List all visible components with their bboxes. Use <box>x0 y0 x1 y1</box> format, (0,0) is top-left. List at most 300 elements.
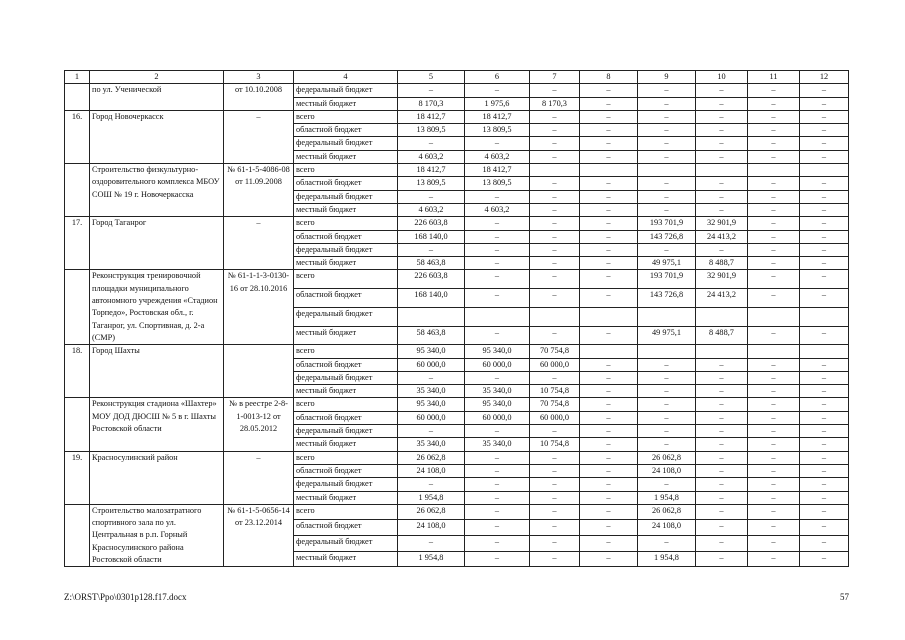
budget-value: – <box>580 398 638 411</box>
budget-value <box>696 307 748 326</box>
budget-value: – <box>800 425 849 438</box>
column-number-cell: 10 <box>696 71 748 84</box>
budget-value: 168 140,0 <box>398 230 465 243</box>
budget-value: – <box>580 150 638 163</box>
budget-value: – <box>465 536 530 552</box>
budget-value: – <box>748 203 800 216</box>
budget-value: – <box>800 137 849 150</box>
budget-value: 1 954,8 <box>398 551 465 567</box>
budget-value: – <box>748 97 800 110</box>
budget-value: – <box>465 257 530 270</box>
budget-source: федеральный бюджет <box>294 478 398 491</box>
budget-value: 24 108,0 <box>638 464 696 477</box>
footer-file-path: Z:\ORST\Ppo\0301p128.f17.docx <box>64 592 187 602</box>
budget-value: – <box>580 203 638 216</box>
budget-value: – <box>580 243 638 256</box>
budget-value: – <box>748 504 800 520</box>
item-number <box>65 398 90 451</box>
object-name: Город Таганрог <box>90 217 224 270</box>
budget-value: – <box>696 150 748 163</box>
budget-value: 60 000,0 <box>398 411 465 424</box>
column-number-cell: 5 <box>398 71 465 84</box>
column-number-cell: 2 <box>90 71 224 84</box>
budget-value: – <box>748 270 800 289</box>
budget-value: – <box>465 551 530 567</box>
budget-value: 60 000,0 <box>398 358 465 371</box>
budget-value: – <box>638 177 696 190</box>
budget-value: – <box>800 398 849 411</box>
budget-value: – <box>696 124 748 137</box>
budget-value: – <box>580 124 638 137</box>
budget-value <box>465 307 530 326</box>
budget-value: 168 140,0 <box>398 289 465 308</box>
budget-source: всего <box>294 164 398 177</box>
budget-value: – <box>530 257 580 270</box>
budget-value: – <box>748 150 800 163</box>
budget-value: – <box>465 371 530 384</box>
budget-value: – <box>800 411 849 424</box>
budget-source: всего <box>294 345 398 358</box>
budget-value: – <box>580 137 638 150</box>
budget-value: – <box>748 451 800 464</box>
budget-value <box>800 164 849 177</box>
budget-value: 143 726,8 <box>638 230 696 243</box>
budget-value: – <box>465 84 530 97</box>
budget-value <box>580 307 638 326</box>
budget-value: 4 603,2 <box>398 150 465 163</box>
budget-value: – <box>465 504 530 520</box>
budget-value <box>638 307 696 326</box>
budget-value: – <box>638 358 696 371</box>
budget-value: – <box>800 270 849 289</box>
budget-value <box>638 164 696 177</box>
budget-value: – <box>638 84 696 97</box>
budget-value: 24 108,0 <box>398 520 465 536</box>
budget-value: – <box>696 536 748 552</box>
budget-value: – <box>748 326 800 345</box>
budget-source: местный бюджет <box>294 438 398 451</box>
budget-value: 95 340,0 <box>465 398 530 411</box>
budget-value: – <box>465 451 530 464</box>
budget-value: – <box>696 84 748 97</box>
budget-value: – <box>748 520 800 536</box>
budget-value: – <box>638 425 696 438</box>
budget-value: – <box>800 84 849 97</box>
budget-value: – <box>530 190 580 203</box>
budget-value: 10 754,8 <box>530 438 580 451</box>
budget-source: местный бюджет <box>294 551 398 567</box>
budget-value: – <box>696 398 748 411</box>
budget-value: – <box>398 536 465 552</box>
budget-value: – <box>696 385 748 398</box>
budget-value: 8 488,7 <box>696 257 748 270</box>
budget-value: – <box>465 230 530 243</box>
budget-value: – <box>638 137 696 150</box>
item-number: 17. <box>65 217 90 270</box>
budget-value: – <box>748 536 800 552</box>
budget-value: – <box>800 177 849 190</box>
approval-document <box>224 345 294 398</box>
budget-value: – <box>530 230 580 243</box>
table-row <box>65 451 849 464</box>
budget-value: – <box>530 84 580 97</box>
budget-value: 24 413,2 <box>696 230 748 243</box>
table-row <box>65 217 849 230</box>
budget-value: – <box>748 257 800 270</box>
object-name: Строительство малозатратного спортивного зала по ул. Центральная в р.п. Горный Красносулинского района Ростовской области <box>90 504 224 566</box>
budget-source: областной бюджет <box>294 177 398 190</box>
budget-value: – <box>530 137 580 150</box>
budget-value: 49 975,1 <box>638 326 696 345</box>
budget-value: – <box>748 289 800 308</box>
budget-value: – <box>748 124 800 137</box>
budget-value: – <box>465 464 530 477</box>
budget-value: – <box>696 243 748 256</box>
budget-value: 35 340,0 <box>398 385 465 398</box>
budget-value: 10 754,8 <box>530 385 580 398</box>
budget-source: всего <box>294 217 398 230</box>
column-number-cell: 9 <box>638 71 696 84</box>
budget-value: – <box>748 217 800 230</box>
budget-value: – <box>530 464 580 477</box>
budget-value: – <box>530 124 580 137</box>
budget-value: 95 340,0 <box>398 345 465 358</box>
budget-value: – <box>748 230 800 243</box>
budget-value: – <box>800 438 849 451</box>
budget-value: – <box>638 536 696 552</box>
budget-value: – <box>800 551 849 567</box>
budget-value: – <box>465 270 530 289</box>
budget-source: местный бюджет <box>294 257 398 270</box>
budget-value: 18 412,7 <box>398 164 465 177</box>
budget-value: – <box>800 230 849 243</box>
budget-source: местный бюджет <box>294 326 398 345</box>
budget-value: – <box>696 520 748 536</box>
budget-value: – <box>800 190 849 203</box>
budget-value: – <box>748 464 800 477</box>
budget-value: – <box>465 425 530 438</box>
budget-value: 35 340,0 <box>398 438 465 451</box>
budget-value: – <box>800 536 849 552</box>
budget-value <box>800 345 849 358</box>
column-number-cell: 3 <box>224 71 294 84</box>
budget-value: – <box>638 243 696 256</box>
budget-source: местный бюджет <box>294 150 398 163</box>
table-row <box>65 398 849 411</box>
budget-source: областной бюджет <box>294 289 398 308</box>
budget-value: – <box>800 124 849 137</box>
budget-value: 60 000,0 <box>465 411 530 424</box>
budget-value: – <box>580 464 638 477</box>
budget-value: 35 340,0 <box>465 385 530 398</box>
budget-value: – <box>580 536 638 552</box>
budget-value: 24 108,0 <box>398 464 465 477</box>
budget-value: – <box>638 150 696 163</box>
column-number-cell: 11 <box>748 71 800 84</box>
budget-source: федеральный бюджет <box>294 84 398 97</box>
budget-value: 58 463,8 <box>398 257 465 270</box>
column-number-row <box>65 71 849 84</box>
budget-value: – <box>580 177 638 190</box>
budget-value: – <box>465 289 530 308</box>
budget-value: – <box>530 425 580 438</box>
budget-value: – <box>748 411 800 424</box>
budget-value: 18 412,7 <box>465 164 530 177</box>
budget-value: – <box>696 551 748 567</box>
approval-document: № 61-1-1-3-0130-16 от 28.10.2016 <box>224 270 294 345</box>
budget-value: – <box>580 438 638 451</box>
budget-value: – <box>748 425 800 438</box>
budget-value: – <box>580 425 638 438</box>
budget-value: – <box>696 371 748 384</box>
item-number <box>65 504 90 566</box>
budget-source: федеральный бюджет <box>294 371 398 384</box>
budget-value: – <box>580 97 638 110</box>
budget-source: местный бюджет <box>294 491 398 504</box>
column-number-cell: 4 <box>294 71 398 84</box>
budget-value: – <box>748 385 800 398</box>
budget-value: 26 062,8 <box>398 504 465 520</box>
budget-value: – <box>580 520 638 536</box>
budget-value: 60 000,0 <box>530 411 580 424</box>
budget-value: 4 603,2 <box>465 203 530 216</box>
object-name: Реконструкция тренировочной площадки муниципального автономного учреждения «Стадион Торпедо», Ростовская обл., г. Таганрог, ул. Спортивная, д. 2-а (СМР) <box>90 270 224 345</box>
budget-value: 226 603,8 <box>398 270 465 289</box>
budget-value: – <box>748 358 800 371</box>
budget-value: – <box>465 520 530 536</box>
object-name: Город Шахты <box>90 345 224 398</box>
budget-value: – <box>748 177 800 190</box>
budget-value: – <box>748 438 800 451</box>
budget-value: – <box>696 464 748 477</box>
budget-source: всего <box>294 110 398 123</box>
budget-value <box>638 345 696 358</box>
budget-value: 26 062,8 <box>638 451 696 464</box>
object-name: Город Новочеркасск <box>90 110 224 163</box>
budget-value: – <box>465 243 530 256</box>
budget-value: 49 975,1 <box>638 257 696 270</box>
budget-value: – <box>530 551 580 567</box>
table-row <box>65 504 849 520</box>
budget-source: областной бюджет <box>294 124 398 137</box>
budget-value: – <box>696 97 748 110</box>
approval-document: № в реестре 2-8-1-0013-12 от 28.05.2012 <box>224 398 294 451</box>
budget-value: – <box>398 425 465 438</box>
budget-source: областной бюджет <box>294 411 398 424</box>
budget-source: всего <box>294 270 398 289</box>
item-number <box>65 270 90 345</box>
budget-value: – <box>398 190 465 203</box>
budget-value: – <box>465 190 530 203</box>
budget-value: – <box>580 270 638 289</box>
budget-value: – <box>580 371 638 384</box>
budget-value: – <box>696 411 748 424</box>
budget-value: – <box>748 478 800 491</box>
approval-document: от 10.10.2008 <box>224 84 294 111</box>
budget-value <box>530 307 580 326</box>
column-number-cell: 12 <box>800 71 849 84</box>
table-row <box>65 84 849 97</box>
budget-value: – <box>800 504 849 520</box>
budget-value: – <box>800 243 849 256</box>
budget-value: – <box>800 371 849 384</box>
budget-value: 70 754,8 <box>530 345 580 358</box>
approval-document: – <box>224 217 294 270</box>
budget-value: 193 701,9 <box>638 217 696 230</box>
budget-value: 1 975,6 <box>465 97 530 110</box>
item-number: 16. <box>65 110 90 163</box>
budget-value: 8 488,7 <box>696 326 748 345</box>
approval-document: № 61-1-5-4086-08 от 11.09.2008 <box>224 164 294 217</box>
budget-value: – <box>800 110 849 123</box>
budget-value: – <box>530 451 580 464</box>
budget-value: – <box>638 371 696 384</box>
budget-value: 95 340,0 <box>465 345 530 358</box>
page-number: 57 <box>840 592 849 602</box>
budget-value: 58 463,8 <box>398 326 465 345</box>
budget-value: – <box>580 257 638 270</box>
budget-value: – <box>800 491 849 504</box>
budget-value: – <box>398 137 465 150</box>
budget-value <box>398 307 465 326</box>
column-number-cell: 1 <box>65 71 90 84</box>
budget-value: – <box>800 203 849 216</box>
table-row <box>65 270 849 289</box>
budget-value: – <box>580 504 638 520</box>
budget-value: – <box>748 491 800 504</box>
budget-value: – <box>530 110 580 123</box>
budget-value: – <box>800 464 849 477</box>
budget-value: 143 726,8 <box>638 289 696 308</box>
table-row <box>65 164 849 177</box>
budget-value: 4 603,2 <box>465 150 530 163</box>
budget-value: – <box>638 203 696 216</box>
budget-value: 18 412,7 <box>465 110 530 123</box>
budget-value: 1 954,8 <box>398 491 465 504</box>
budget-value: – <box>580 326 638 345</box>
object-name: Строительство физкультурно-оздоровительного комплекса МБОУ СОШ № 19 г. Новочеркасска <box>90 164 224 217</box>
budget-value: 26 062,8 <box>638 504 696 520</box>
budget-value: – <box>748 243 800 256</box>
budget-value: – <box>748 551 800 567</box>
budget-value: – <box>580 358 638 371</box>
column-number-cell: 7 <box>530 71 580 84</box>
budget-value: – <box>696 451 748 464</box>
budget-value: – <box>638 438 696 451</box>
budget-value: – <box>398 243 465 256</box>
budget-value: – <box>530 217 580 230</box>
budget-value: 13 809,5 <box>465 124 530 137</box>
budget-value: – <box>638 478 696 491</box>
budget-value: – <box>530 289 580 308</box>
budget-source: областной бюджет <box>294 464 398 477</box>
budget-value: – <box>580 411 638 424</box>
budget-table <box>64 70 849 567</box>
budget-value <box>800 307 849 326</box>
budget-value: – <box>748 190 800 203</box>
budget-value: 32 901,9 <box>696 270 748 289</box>
budget-value: – <box>530 243 580 256</box>
budget-value: – <box>696 425 748 438</box>
budget-value: – <box>530 203 580 216</box>
budget-value: – <box>580 451 638 464</box>
budget-value: 1 954,8 <box>638 551 696 567</box>
budget-value: 24 108,0 <box>638 520 696 536</box>
budget-value: – <box>800 257 849 270</box>
budget-value: – <box>580 84 638 97</box>
budget-value: – <box>696 504 748 520</box>
budget-value: – <box>800 451 849 464</box>
budget-value: 60 000,0 <box>465 358 530 371</box>
budget-source: местный бюджет <box>294 203 398 216</box>
budget-source: местный бюджет <box>294 385 398 398</box>
budget-value: 4 603,2 <box>398 203 465 216</box>
budget-value: 32 901,9 <box>696 217 748 230</box>
budget-value: – <box>580 551 638 567</box>
budget-source: федеральный бюджет <box>294 190 398 203</box>
budget-value: 193 701,9 <box>638 270 696 289</box>
budget-value: – <box>748 137 800 150</box>
budget-value: – <box>748 84 800 97</box>
budget-value: – <box>530 491 580 504</box>
budget-value: – <box>800 97 849 110</box>
budget-value: – <box>530 371 580 384</box>
budget-value: 1 954,8 <box>638 491 696 504</box>
object-name: Реконструкция стадиона «Шахтер» МОУ ДОД ДЮСШ № 5 в г. Шахты Ростовской области <box>90 398 224 451</box>
object-name: по ул. Ученической <box>90 84 224 111</box>
budget-source: областной бюджет <box>294 520 398 536</box>
budget-value: – <box>465 217 530 230</box>
budget-value: – <box>580 385 638 398</box>
budget-value: – <box>398 371 465 384</box>
budget-value: – <box>580 230 638 243</box>
budget-value: – <box>580 491 638 504</box>
budget-value: – <box>465 137 530 150</box>
budget-value: 13 809,5 <box>465 177 530 190</box>
approval-document: – <box>224 451 294 504</box>
budget-value: 13 809,5 <box>398 124 465 137</box>
budget-value: – <box>800 358 849 371</box>
budget-value: – <box>398 84 465 97</box>
budget-value: – <box>530 326 580 345</box>
budget-value: – <box>638 398 696 411</box>
budget-source: федеральный бюджет <box>294 307 398 326</box>
budget-value <box>696 164 748 177</box>
budget-value: – <box>696 177 748 190</box>
budget-source: всего <box>294 398 398 411</box>
budget-value: – <box>696 491 748 504</box>
budget-value: 8 170,3 <box>530 97 580 110</box>
budget-value: – <box>530 150 580 163</box>
budget-value: – <box>465 326 530 345</box>
budget-value: – <box>800 385 849 398</box>
budget-value: – <box>465 478 530 491</box>
budget-value <box>748 307 800 326</box>
approval-document: – <box>224 110 294 163</box>
budget-value: – <box>465 491 530 504</box>
item-number <box>65 164 90 217</box>
budget-source: всего <box>294 504 398 520</box>
budget-value: – <box>530 177 580 190</box>
object-name: Красносулинский район <box>90 451 224 504</box>
budget-value: – <box>638 190 696 203</box>
budget-source: всего <box>294 451 398 464</box>
budget-value: 95 340,0 <box>398 398 465 411</box>
budget-value: 35 340,0 <box>465 438 530 451</box>
budget-value: – <box>696 438 748 451</box>
budget-source: федеральный бюджет <box>294 137 398 150</box>
column-number-cell: 6 <box>465 71 530 84</box>
